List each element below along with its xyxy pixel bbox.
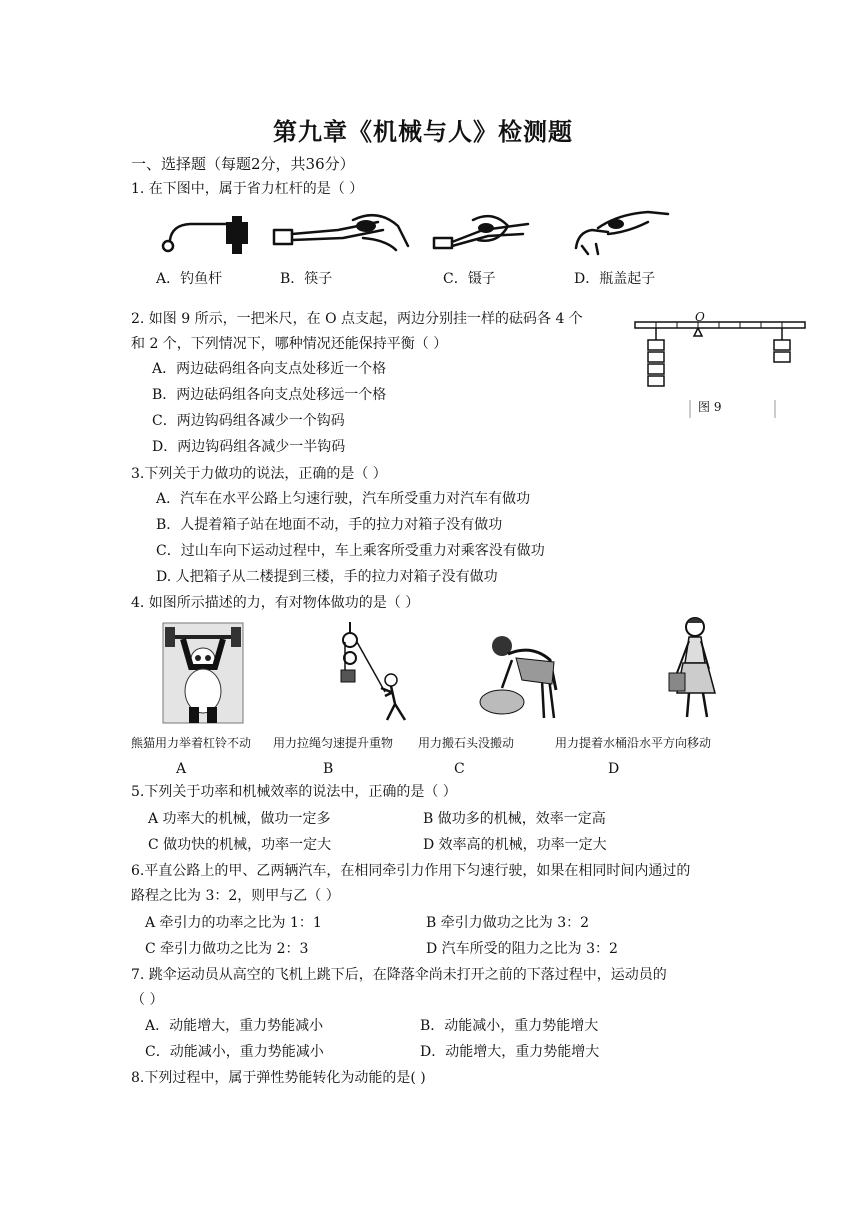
question-7-stem-line2: （ ） [131, 992, 164, 1008]
pivot-label: O [695, 310, 705, 324]
question-6-option-b: B 牵引力做功之比为 3：2 [426, 915, 590, 931]
question-4-caption-b: 用力拉绳匀速提升重物 [273, 736, 394, 750]
fishing-rod-illustration [160, 210, 260, 260]
question-5-option-a: A 功率大的机械，做功一定多 [148, 811, 331, 827]
question-1-option-a: A．钓鱼杆 [156, 271, 223, 287]
question-5-option-b: B 做功多的机械，效率一定高 [423, 811, 606, 827]
question-6-option-c: C 牵引力做功之比为 2：3 [145, 941, 309, 957]
chopsticks-illustration [268, 208, 413, 258]
question-8-stem: 8.下列过程中，属于弹性势能转化为动能的是( ) [131, 1070, 426, 1086]
question-3-option-a: A．汽车在水平公路上匀速行驶，汽车所受重力对汽车有做功 [156, 491, 531, 507]
question-1-stem: 1. 在下图中，属于省力杠杆的是（ ） [131, 181, 364, 197]
question-4-letter-a: A [176, 761, 187, 777]
question-4-letter-c: C [454, 761, 465, 777]
question-6-stem-line1: 6.平直公路上的甲、乙两辆汽车，在相同牵引力作用下匀速行驶，如果在相同时间内通过的 [131, 863, 691, 879]
question-7-option-b: B．动能减小，重力势能增大 [420, 1018, 599, 1034]
figure-9-label: 图 9 [698, 400, 722, 414]
question-7-option-c: C．动能减小，重力势能减小 [145, 1044, 324, 1060]
bottle-opener-illustration [568, 208, 673, 258]
question-3-option-c: C．过山车向下运动过程中，车上乘客所受重力对乘客没有做功 [156, 543, 545, 559]
pulley-lifting-illustration [335, 622, 415, 722]
question-5-stem: 5.下列关于功率和机械效率的说法中，正确的是（ ） [131, 784, 457, 800]
question-2-option-d: D．两边钩码组各减少一半钩码 [152, 439, 346, 455]
section-heading: 一、选择题（每题2分，共36分） [131, 155, 355, 173]
question-1-option-c: C．镊子 [443, 271, 496, 287]
question-6-stem-line2: 路程之比为 3：2，则甲与乙（ ） [131, 888, 340, 904]
question-4-letter-b: B [323, 761, 334, 777]
question-2-stem-line1: 2. 如图 9 所示，一把米尺，在 O 点支起，两边分别挂一样的砝码各 4 个 [131, 311, 583, 327]
moving-stone-illustration [472, 630, 567, 722]
panda-barbell-photo [163, 623, 243, 723]
question-5-option-d: D 效率高的机械，功率一定大 [423, 837, 607, 853]
question-5-option-c: C 做功快的机械，功率一定大 [148, 837, 332, 853]
question-4-stem: 4. 如图所示描述的力，有对物体做功的是（ ） [131, 595, 420, 611]
question-6-option-d: D 汽车所受的阻力之比为 3：2 [426, 941, 618, 957]
page-title: 第九章《机械与人》检测题 [273, 117, 573, 146]
question-3-stem: 3.下列关于力做功的说法，正确的是（ ） [131, 466, 387, 482]
question-2-option-a: A．两边砝码组各向支点处移近一个格 [152, 361, 387, 377]
question-7-option-d: D．动能增大，重力势能增大 [420, 1044, 600, 1060]
question-1-option-d: D．瓶盖起子 [574, 271, 656, 287]
question-1-option-b: B．筷子 [280, 271, 333, 287]
question-4-letter-d: D [608, 761, 620, 777]
tweezers-illustration [428, 210, 538, 260]
question-3-option-b: B．人提着箱子站在地面不动，手的拉力对箱子没有做功 [156, 517, 503, 533]
question-4-caption-c: 用力搬石头没搬动 [418, 736, 515, 750]
question-7-option-a: A．动能增大，重力势能减小 [145, 1018, 324, 1034]
question-2-stem-line2: 和 2 个，下列情况下，哪种情况还能保持平衡（ ） [131, 336, 448, 352]
question-4-caption-a: 熊猫用力举着杠铃不动 [131, 736, 252, 750]
question-2-option-c: C．两边钩码组各减少一个钩码 [152, 413, 345, 429]
question-6-option-a: A 牵引力的功率之比为 1：1 [145, 915, 322, 931]
question-3-option-d: D. 人把箱子从二楼提到三楼，手的拉力对箱子没有做功 [156, 569, 498, 585]
question-4-caption-d: 用力提着水桶沿水平方向移动 [555, 736, 712, 750]
question-2-option-b: B．两边砝码组各向支点处移远一个格 [152, 387, 387, 403]
question-7-stem-line1: 7. 跳伞运动员从高空的飞机上跳下后，在降落伞尚未打开之前的下落过程中，运动员的 [131, 967, 667, 983]
carrying-bucket-illustration [665, 613, 735, 723]
